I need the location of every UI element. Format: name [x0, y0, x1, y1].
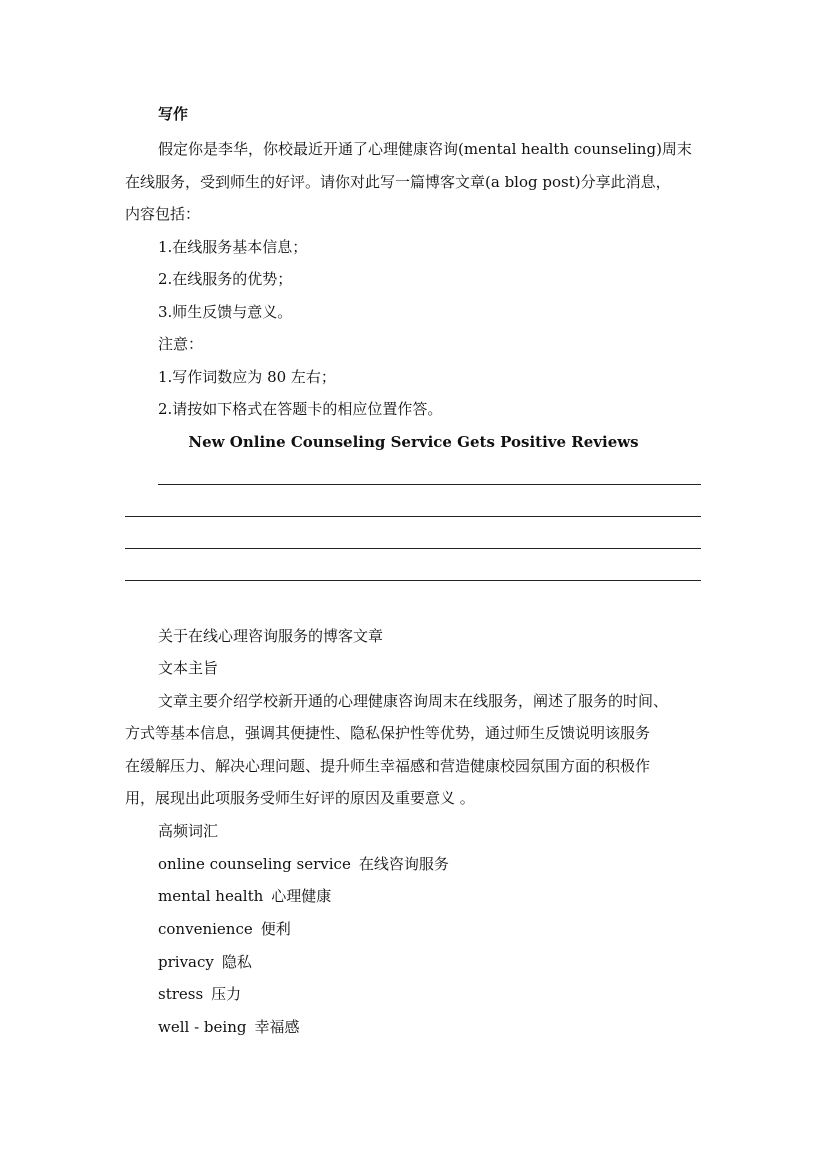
- vocab-zh: 压力: [211, 985, 242, 1003]
- vocab-zh: 幸福感: [254, 1018, 300, 1036]
- vocab-item: [158, 886, 331, 906]
- answer-line-1: [158, 484, 701, 485]
- vocab-item: [158, 1017, 299, 1037]
- main-idea-line-4: 用，展现出此项服务受师生好评的原因及重要意义 。: [125, 789, 475, 807]
- vocab-item: [158, 952, 252, 972]
- vocab-zh: 在线咨询服务: [358, 855, 449, 873]
- vocab-item: [158, 919, 291, 939]
- main-idea-line-1: 文章主要介绍学校新开通的心理健康咨询周末在线服务，阐述了服务的时间、: [158, 692, 669, 710]
- answer-line-4: [125, 580, 701, 581]
- section-heading-writing: 写作: [158, 105, 189, 123]
- essay-title: New Online Counseling Service Gets Positive Reviews: [188, 433, 639, 451]
- vocab-label: 高频词汇: [158, 822, 219, 840]
- vocab-en: mental health: [158, 887, 264, 905]
- prompt-line-1: 假定你是李华，你校最近开通了心理健康咨询(mental health counseling)周末: [158, 140, 692, 158]
- note-1: 1.写作词数应为 80 左右；: [158, 368, 336, 386]
- vocab-en: well - being: [158, 1018, 247, 1036]
- vocab-en: convenience: [158, 920, 253, 938]
- vocab-en: privacy: [158, 953, 214, 971]
- vocab-en: online counseling service: [158, 855, 351, 873]
- note-2: 2.请按如下格式在答题卡的相应位置作答。: [158, 400, 443, 418]
- content-point-2: 2.在线服务的优势；: [158, 270, 293, 288]
- vocab-item: [158, 854, 449, 874]
- analysis-topic: 关于在线心理咨询服务的博客文章: [158, 627, 384, 645]
- prompt-line-2: 在线服务，受到师生的好评。请你对此写一篇博客文章(a blog post)分享此消息，: [125, 173, 671, 191]
- note-label: 注意：: [158, 335, 204, 353]
- vocab-zh: 隐私: [221, 953, 252, 971]
- main-idea-line-2: 方式等基本信息，强调其便捷性、隐私保护性等优势，通过师生反馈说明该服务: [125, 724, 651, 742]
- prompt-line-3: 内容包括：: [125, 205, 201, 223]
- vocab-en: stress: [158, 985, 204, 1003]
- main-idea-label: 文本主旨: [158, 659, 219, 677]
- answer-line-2: [125, 516, 701, 517]
- main-idea-line-3: 在缓解压力、解决心理问题、提升师生幸福感和营造健康校园氛围方面的积极作: [125, 757, 651, 775]
- vocab-item: [158, 984, 241, 1004]
- content-point-3: 3.师生反馈与意义。: [158, 303, 293, 321]
- answer-line-3: [125, 548, 701, 549]
- vocab-zh: 便利: [260, 920, 291, 938]
- content-point-1: 1.在线服务基本信息；: [158, 238, 308, 256]
- vocab-zh: 心理健康: [271, 887, 332, 905]
